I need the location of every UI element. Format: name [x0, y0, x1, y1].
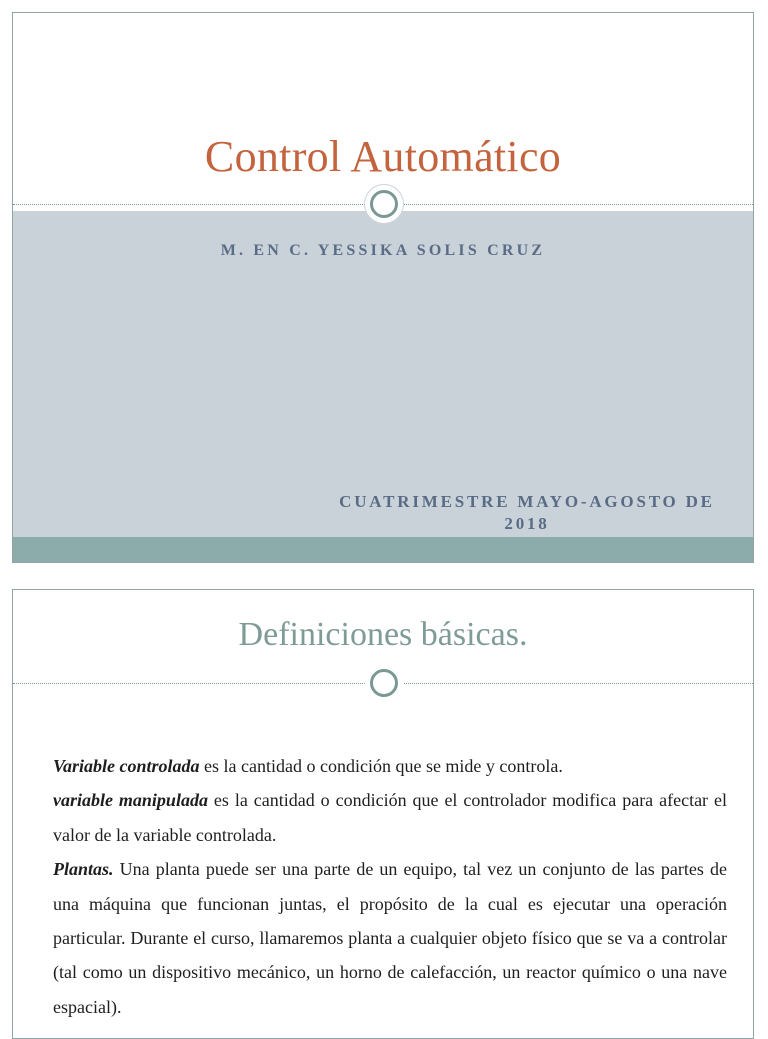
definition-term: Variable controlada	[53, 756, 200, 776]
circle-ornament-icon	[365, 185, 403, 223]
definition-paragraph	[53, 852, 727, 1024]
definition-text: es la cantidad o condición que el controlador modifica para afectar el valor de la variable controlada.	[53, 790, 727, 845]
definition-paragraph	[53, 749, 727, 783]
slide-heading: Definiciones básicas.	[238, 616, 528, 653]
definition-term: Plantas.	[53, 859, 114, 880]
title-slide	[12, 12, 754, 563]
footer-band	[13, 537, 753, 563]
slide-title: Control Automático	[204, 132, 562, 181]
definition-text: Una planta puede ser una parte de un equipo, tal vez un conjunto de las partes de una máquina que funcionan juntas, el propósito de la cual es ejecutar una operación particular. Durante el curso, llamaremos planta a cualquier objeto físico que se va a controlar (tal como un dispositivo mecánico, un horno de calefacción, un reactor químico o una nave espacial).	[53, 859, 727, 1017]
author-name: M. EN C. YESSIKA SOLIS CRUZ	[220, 242, 546, 259]
course-term: CUATRIMESTRE MAYO-AGOSTO DE 2018	[339, 492, 715, 533]
definitions-slide	[12, 589, 754, 1039]
definitions-body	[53, 749, 727, 1024]
definition-term: variable manipulada	[53, 790, 208, 811]
definition-paragraph	[53, 783, 727, 852]
circle-ornament-icon	[365, 664, 403, 702]
definition-text: es la cantidad o condición que se mide y controla.	[199, 756, 563, 776]
